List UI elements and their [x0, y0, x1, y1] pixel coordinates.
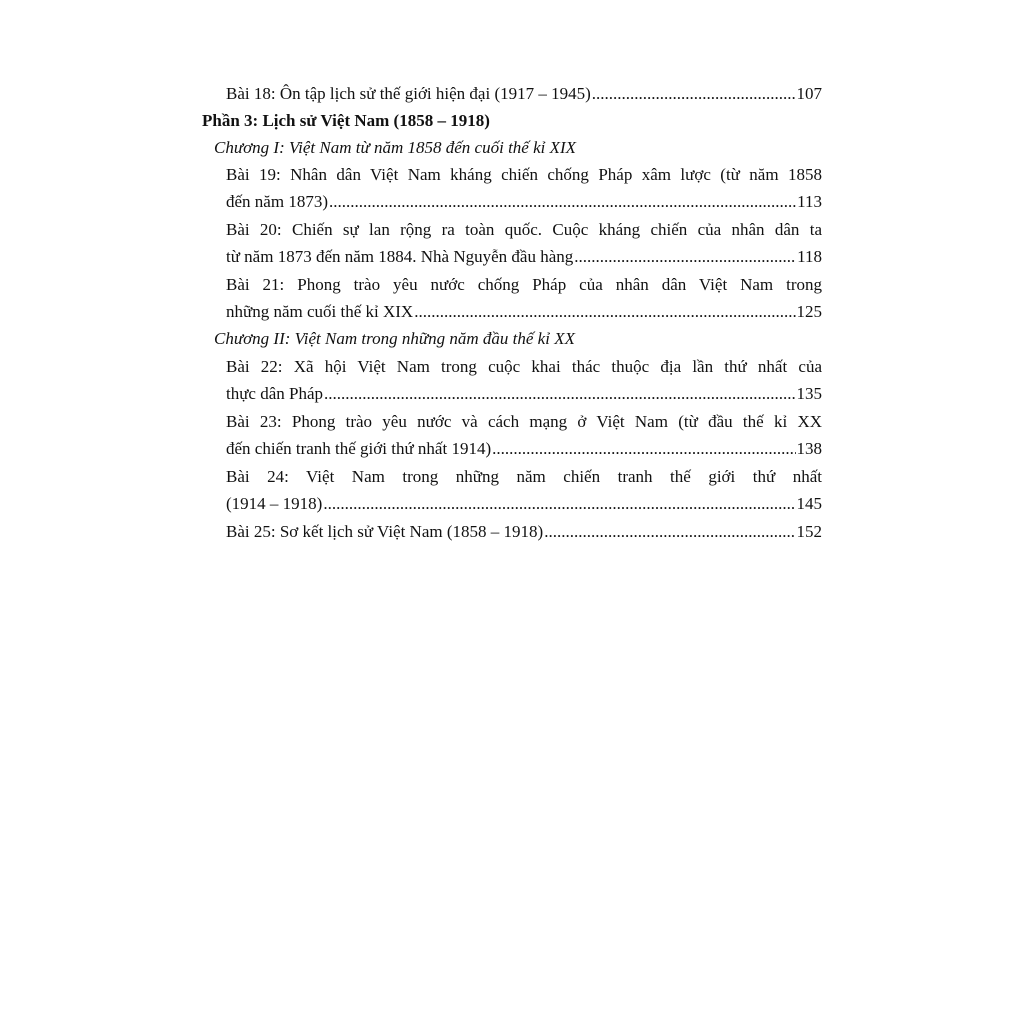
toc-entry-bai-19-line2: [226, 188, 822, 215]
toc-entry-bai-24-line2: [226, 490, 822, 517]
toc-entry-title: những năm cuối thế kỉ XIX: [226, 302, 414, 321]
toc-entry-bai-21-line1: Bài 21: Phong trào yêu nước chống Pháp của nhân dân Việt Nam trong: [226, 275, 822, 294]
toc-entry-bai-19-line1: Bài 19: Nhân dân Việt Nam kháng chiến chống Pháp xâm lược (từ năm 1858: [226, 165, 822, 184]
toc-page-number: 125: [796, 302, 822, 321]
toc-page-number: 135: [796, 384, 822, 403]
toc-entry-bai-25: [226, 518, 822, 545]
chapter-title: Chương I: Việt Nam từ năm 1858 đến cuối thế kỉ XIX: [214, 138, 577, 157]
toc-entry-bai-20-line2: [226, 243, 822, 270]
toc-page-number: 107: [796, 84, 822, 103]
toc-entry-bai-21-line2: [226, 298, 822, 325]
toc-chapter-heading-2: [214, 325, 575, 352]
toc-entry-bai-22-line2: [226, 380, 822, 407]
toc-page-number: 118: [797, 247, 822, 266]
toc-entry-bai-22-line1: Bài 22: Xã hội Việt Nam trong cuộc khai thác thuộc địa lần thứ nhất của: [226, 357, 822, 376]
toc-page-number: 113: [797, 192, 822, 211]
dot-leader: [544, 518, 795, 545]
toc-chapter-heading-1: [214, 134, 576, 161]
toc-page-number: 152: [796, 522, 822, 541]
toc-entry-bai-20-line1: Bài 20: Chiến sự lan rộng ra toàn quốc. Cuộc kháng chiến của nhân dân ta: [226, 220, 822, 239]
toc-entry-title: Bài 25: Sơ kết lịch sử Việt Nam (1858 – 1918): [226, 522, 544, 541]
toc-entry-title: đến năm 1873): [226, 192, 328, 211]
part-title: Phần 3: Lịch sử Việt Nam (1858 – 1918): [202, 111, 490, 130]
toc-entry-title: (1914 – 1918): [226, 494, 323, 513]
dot-leader: [323, 490, 795, 517]
chapter-title: Chương II: Việt Nam trong những năm đầu thế kỉ XX: [214, 329, 575, 348]
dot-leader: [324, 380, 795, 407]
toc-entry-title: thực dân Pháp: [226, 384, 324, 403]
dot-leader: [574, 243, 796, 270]
toc-entry-title: từ năm 1873 đến năm 1884. Nhà Nguyễn đầu hàng: [226, 247, 574, 266]
dot-leader: [329, 188, 796, 215]
dot-leader: [492, 435, 795, 462]
dot-leader: [592, 80, 796, 107]
toc-entry-title: Bài 18: Ôn tập lịch sử thế giới hiện đại (1917 – 1945): [226, 84, 591, 103]
toc-page-number: 145: [796, 494, 822, 513]
toc-entry-bai-24-line1: Bài 24: Việt Nam trong những năm chiến tranh thế giới thứ nhất: [226, 467, 822, 486]
toc-page-number: 138: [796, 439, 822, 458]
toc-entry-bai-23-line1: Bài 23: Phong trào yêu nước và cách mạng ở Việt Nam (từ đầu thế kỉ XX: [226, 412, 822, 431]
toc-part-heading: [202, 107, 490, 134]
toc-entry-title: đến chiến tranh thế giới thứ nhất 1914): [226, 439, 492, 458]
toc-entry-bai-23-line2: [226, 435, 822, 462]
dot-leader: [414, 298, 795, 325]
toc-entry-bai-18: [226, 80, 822, 107]
